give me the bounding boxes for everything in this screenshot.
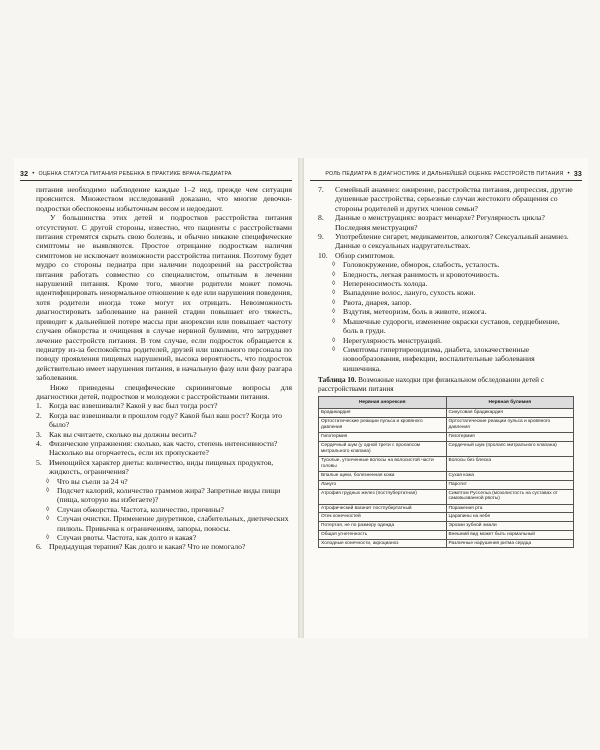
table-header-row: [319, 397, 574, 409]
header-rule: [310, 180, 582, 181]
list-text: Симптомы гипертиреоидизма, диабета, злокачественные новообразования, инфекции, воспалительные заболевания кишечника.: [343, 344, 535, 373]
list-item: [318, 213, 574, 232]
table-cell: Ортостатические реакции пульса и кровяного давления: [319, 418, 447, 433]
left-page: [14, 158, 298, 638]
table-cell: Синусовая брадикардия: [446, 409, 574, 418]
diamond-bullet-icon: ◊: [332, 289, 336, 297]
table-cell: Паротит: [446, 480, 574, 489]
sub-list-item: [318, 307, 574, 316]
diamond-bullet-icon: ◊: [332, 308, 336, 316]
sub-list-item: [318, 317, 574, 336]
list-text: Рвота, диарея, запор.: [343, 297, 412, 307]
table-row: [319, 409, 574, 418]
paragraph: Ниже приведены специфические скрининговые вопросы для диагностики детей, подростков и молодежи с расстройствами питания.: [36, 382, 292, 401]
table-cell: Эрозии зубной эмали: [446, 522, 574, 531]
list-text: Случаи обжорства. Частота, количество, причины?: [57, 504, 224, 514]
sub-list-item: [36, 486, 292, 505]
list-text: Что вы съели за 24 ч?: [57, 476, 128, 486]
list-number: 8.: [318, 213, 324, 223]
list-text: Данные о менструациях: возраст менархе? Регулярность цикла? Последняя менструация?: [335, 213, 545, 232]
sub-list-item: [318, 336, 574, 345]
table-cell: Лануго: [319, 480, 447, 489]
table-cell: Холодные конечности, акроцианоз: [319, 539, 447, 548]
list-item: [318, 185, 574, 213]
table-cell: Волосы без блеска: [446, 456, 574, 471]
list-item: [36, 430, 292, 439]
list-item: [36, 401, 292, 410]
list-text: Головокружение, обморок, слабость, усталость.: [343, 260, 500, 270]
sub-list-item: [318, 298, 574, 307]
table-label: Таблица 10.: [318, 376, 357, 385]
table-cell: Гипотермия: [446, 433, 574, 442]
list-text: Употребление сигарет, медикаментов, алкоголя? Сексуальный анамнез. Данные о сексуальных надругательствах.: [335, 232, 569, 251]
table-cell: Сердечный шум (у одной трети с пролапсом митрального клапана): [319, 441, 447, 456]
diamond-bullet-icon: ◊: [46, 487, 50, 494]
diamond-bullet-icon: ◊: [332, 261, 336, 269]
diamond-bullet-icon: ◊: [46, 477, 50, 485]
list-number: 10.: [318, 250, 328, 260]
list-item: [318, 232, 574, 251]
table-row: [319, 456, 574, 471]
paragraph: У большинства этих детей и подростков расстройства питания отсутствуют. С другой стороны, известно, что пациенты с расстройствами питания стремятся скрыть свою болезнь, и обычно никакие специфические симптомы не выявляются. Простое отрицание подросткам наличия симптомов не исключает возможности расстройства питания. Поэтому будет мудро со стороны педиатра при наличии подозрений на расстройства питания работать совместно со специалистом, опытным в лечении нарушений питания. Кроме того, многие родители может помочь идентифицировать ненормальное отношение к еде или нарушения поведения, хотя родители иногда тоже могут их отрицать. Невозможность диагностировать заболевание на ранней стадии повышает его тяжесть, приводит к дальнейшей потере массы при анорексии или повышает частоту случаев обжорства и очищения в случае нервной булимии, что затрудняет лечение расстройств питания. В том случае, если подросток обращается к педиатру из-за беспокойства родителей, друзей или школьного персонала по поводу проявления пищевых нарушений, высока вероятность, что подросток действительно имеет нарушения питания, в начальную фазу или фазу разгара заболевания.: [36, 213, 292, 383]
table-cell: Сердечный шум (пролапс митрального клапана): [446, 441, 574, 456]
table-cell: Поражения рта: [446, 504, 574, 513]
list-text: Мышечные судороги, изменение окраски суставов, сердцебиение, боль в груди.: [343, 316, 560, 336]
right-page-body: [318, 185, 574, 548]
table-row: [319, 513, 574, 522]
list-number: 3.: [36, 429, 42, 439]
table-cell: Ортостатические реакции пульса и кровяного давления: [446, 418, 574, 433]
table-cell: Гипотермия: [319, 433, 447, 442]
list-text: Семейный анамнез: ожирение, расстройства питания, депрессия, другие душевные расстройства, серьезные случаи жестокого обращения со стороны родителей и других членов семьи?: [335, 185, 573, 213]
paragraph: питания необходимо наблюдение каждые 1–2 нед, прежде чем ситуация прояснится. Множеством исследований доказано, что многие девочки-подростки обеспокоены избыточным весом и недоедают.: [36, 185, 292, 213]
list-number: 1.: [36, 401, 42, 411]
left-page-number: 32: [20, 170, 29, 178]
list-text: Физические упражнения: сколько, как часто, степень интенсивности? Насколько вы огорчаетесь, если их пропускаете?: [49, 438, 278, 458]
diamond-bullet-icon: ◊: [46, 534, 50, 542]
list-number: 6.: [36, 542, 42, 552]
table-row: [319, 418, 574, 433]
right-header-title: РОЛЬ ПЕДИАТРА В ДИАГНОСТИКЕ И ДАЛЬНЕЙШЕЙ ОЦЕНКЕ РАССТРОЙСТВ ПИТАНИЯ: [325, 171, 564, 177]
table-row: [319, 471, 574, 480]
table-cell: Симптом Руссельа (мозолистость на суставах от самовызванной рвоты): [446, 489, 574, 504]
left-page-body: [36, 185, 292, 552]
list-item: [36, 542, 292, 551]
list-number: 9.: [318, 232, 324, 242]
table-cell: Царапины на небе: [446, 513, 574, 522]
list-text: Бледность, легкая ранимость и кровоточивость.: [343, 269, 500, 279]
left-header-title: ОЦЕНКА СТАТУСА ПИТАНИЯ РЕБЕНКА В ПРАКТИКЕ ВРАЧА-ПЕДИАТРА: [38, 171, 232, 177]
list-text: Вздутия, метеоризм, боль в животе, изжога.: [343, 307, 487, 317]
list-text: Когда вас взвешивали в прошлом году? Какой был ваш рост? Когда это было?: [49, 410, 282, 430]
right-page-number: 33: [573, 170, 582, 178]
diamond-bullet-icon: ◊: [332, 298, 336, 306]
diamond-bullet-icon: ◊: [332, 345, 336, 353]
table-cell: Общая угнетенность: [319, 530, 447, 539]
table-row: [319, 480, 574, 489]
table-row: [319, 522, 574, 531]
sub-list-item: [318, 288, 574, 297]
diamond-bullet-icon: ◊: [332, 280, 336, 288]
left-running-header: [14, 168, 298, 180]
list-number: 5.: [36, 457, 42, 467]
table-row: [319, 489, 574, 504]
sub-list-item: [318, 260, 574, 269]
column-header-anorexia: Нервная анорексия: [319, 397, 447, 409]
list-number: 4.: [36, 438, 42, 448]
right-page: [304, 158, 588, 638]
list-item: [36, 458, 292, 477]
diamond-bullet-icon: ◊: [332, 270, 336, 278]
sub-list-item: [36, 533, 292, 542]
diamond-bullet-icon: ◊: [332, 336, 336, 344]
table-row: [319, 433, 574, 442]
table-cell: Впалые щеки, болезненная кожа: [319, 471, 447, 480]
list-text: Когда вас взвешивали? Какой у вас был тогда рост?: [49, 401, 218, 411]
table-cell: Тусклые, утонченные волосы на волосистой части головы: [319, 456, 447, 471]
sub-list-item: [36, 514, 292, 533]
table-cell: Атрофия грудных желез (постпубертатная): [319, 489, 447, 504]
table-cell: Потертая, не по размеру одежда: [319, 522, 447, 531]
diamond-bullet-icon: ◊: [46, 505, 50, 513]
table-cell: Атрофический вагинит постпубертатный: [319, 504, 447, 513]
list-number: 2.: [36, 410, 42, 420]
table-row: [319, 441, 574, 456]
table-cell: Сухая кожа: [446, 471, 574, 480]
table-title: Возможные находки при физикальном обследовании детей с расстройствами питания: [318, 376, 545, 393]
table-caption: [318, 376, 574, 393]
list-number: 7.: [318, 185, 324, 194]
table-cell: Различные нарушения ритма сердца: [446, 539, 574, 548]
list-item: [36, 439, 292, 458]
sub-list-item: [36, 477, 292, 486]
table-row: [319, 539, 574, 548]
header-bullet: •: [567, 171, 570, 177]
list-text: Имеющийся характер диеты: количество, виды пищевых продуктов, жидкость, ограничения?: [49, 457, 274, 477]
right-running-header: [304, 168, 588, 180]
list-item: [318, 251, 574, 260]
list-text: Случаи рвоты. Частота, как долго и какая?: [57, 533, 197, 543]
sub-list-item: [318, 279, 574, 288]
header-bullet: •: [32, 171, 35, 177]
sub-list-item: [318, 270, 574, 279]
list-text: Подсчет калорий, количество граммов жира? Запретные виды пищи (пища, которую вы избегаете)?: [57, 486, 281, 505]
table-row: [319, 530, 574, 539]
list-text: Предыдущая терапия? Как долго и какая? Что не помогало?: [49, 542, 246, 552]
list-text: Обзор симптомов.: [335, 250, 395, 260]
findings-table: [318, 396, 574, 548]
list-text: Непереносимость холода.: [343, 279, 428, 289]
list-text: Случаи очистки. Применение диуретиков, слабительных, диетических пилюль. Привычка к ограничениям, запоры, поносы.: [57, 514, 289, 533]
list-text: Как вы считаете, сколько вы должны весить?: [49, 429, 197, 439]
header-rule: [20, 180, 292, 181]
table-cell: Отек конечностей: [319, 513, 447, 522]
diamond-bullet-icon: ◊: [332, 317, 336, 325]
diamond-bullet-icon: ◊: [46, 515, 50, 523]
table-cell: Внешний вид может быть нормальный: [446, 530, 574, 539]
sub-list-item: [318, 345, 574, 373]
table-row: [319, 504, 574, 513]
column-header-bulimia: Нервная булимия: [446, 397, 574, 409]
list-text: Выпадение волос, лануго, сухость кожи.: [343, 288, 476, 298]
table-cell: Брадикардия: [319, 409, 447, 418]
sub-list-item: [36, 505, 292, 514]
list-item: [36, 411, 292, 430]
list-text: Нерегулярность менструаций.: [343, 335, 442, 345]
